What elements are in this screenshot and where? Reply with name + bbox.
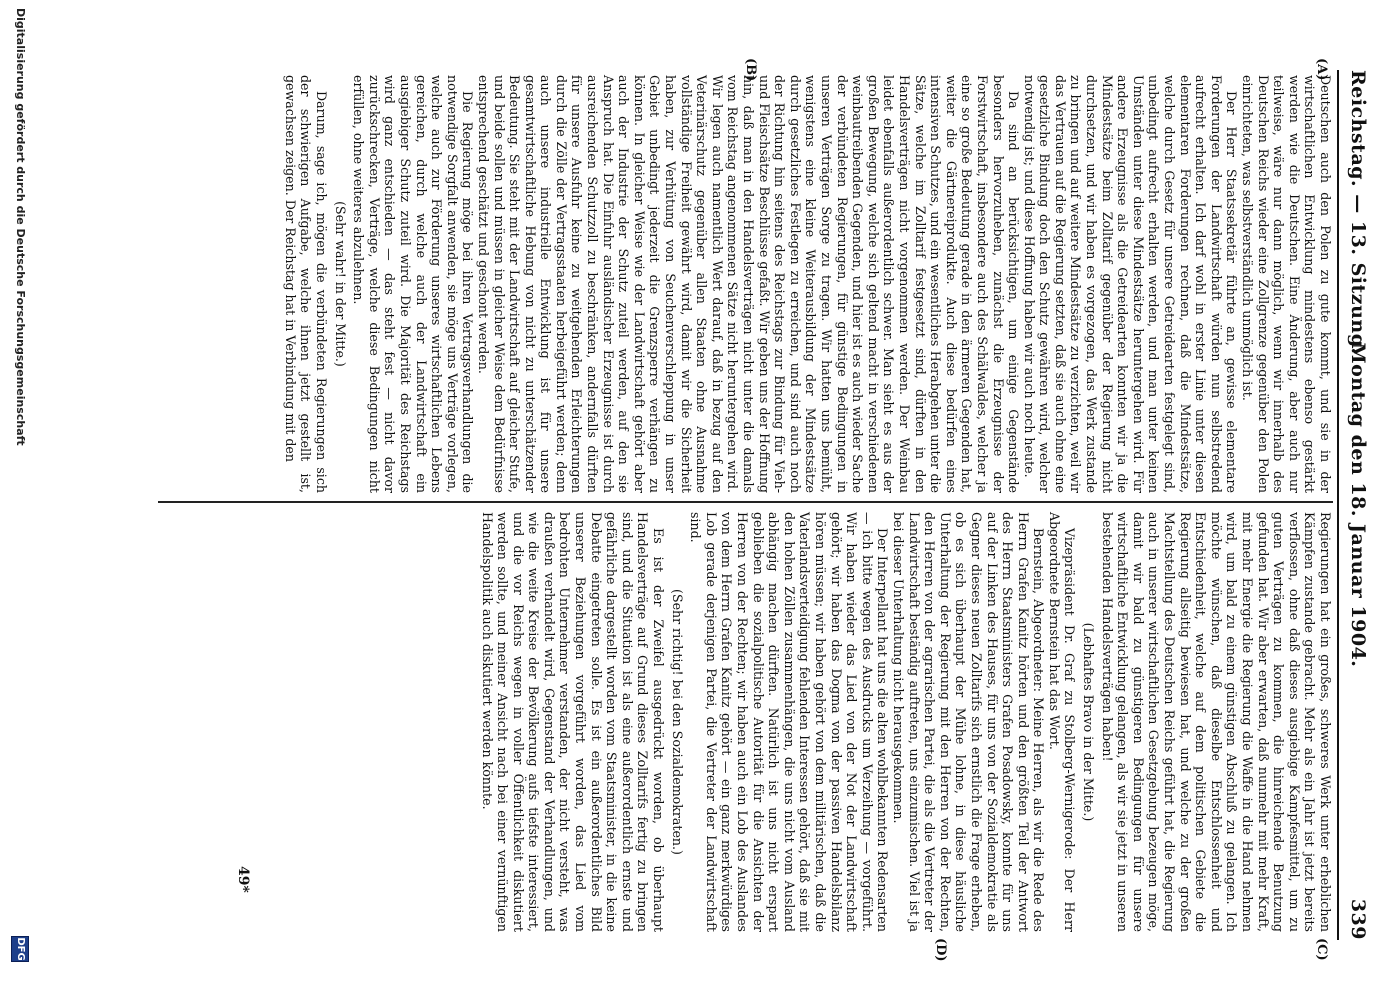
paragraph: Der Herr Staatssekretär führte an, gewisse elementare Forderungen der Landwirtschaft würden nun selbstredend aufrecht erhalten. Ich darf wohl in erster Linie unter diesen elementaren Forderungen rechnen, daß die Mindestsätze, welche durch Gesetz für unsere Getreidearten festgelegt sind, unbedingt aufrecht erhalten werden, und man unter keinen Umständen unter diese Mindestsätze heruntergehen wird. Für andere Erzeugnisse als die Getreidearten konnten wir ja die Mindestsätze beim Zolltarif gegenüber der Regierung nicht durchsetzen, und wir haben es vorgezogen, das Werk zustande zu bringen und auf weitere Mindestsätze zu verzichten, weil wir das Vertrauen auf die Regierung setzten, daß sie auch ohne eine gesetzliche Bindung doch den Schutz gewähren wird, welcher notwendig ist; und diese Hoffnung haben wir auch noch heute. (1021, 75, 1240, 493)
speaker-paragraph: Vizepräsident Dr. Graf zu Stolberg-Wernigerode: Der Herr Abgeordnete Bernstein hat das Wort. (1046, 512, 1078, 932)
header-date: Montag den 18. Januar 1904. (1347, 342, 1369, 668)
margin-marker-c: (C) (1314, 938, 1329, 961)
paragraph: Darum, sage ich, mögen die verbündeten Regierungen sich der schwierigen Aufgabe, welche ihnen jetzt gestellt ist, gewachsen zeigen. Der Reichstag hat in Verbindung mit den (282, 75, 329, 493)
margin-marker-b: (B) (743, 58, 758, 82)
paragraph: Da sind an berücksichtigen, um einige Gegenstände besonders hervorzuheben, zunächst die Erzeugnisse der Forstwirtschaft, insbesondere auch des Schälwaldes, welcher ja eine so große Bedeutung gerade in den ärmeren Gegenden hat, weiter die Gärtnereiprodukte. Auch diese bedürfen eines intensiven Schutzes, und ein wesentliches Herabgehen unter die Sätze, welche im Zolltarif festgesetzt sind, dürften in den Handelsverträgen nicht vorgenommen werden. Der Weinbau leidet ebenfalls außerordentlich schwer. Man sieht es aus der großen Bewegung, welche sich geltend macht in verschiedenen weinbautreibenden Gegenden, und hier ist es auch wieder Sache der verbündeten Regierungen, für günstige Bedingungen in unseren Verträgen Sorge zu tragen. Wir hatten uns bemüht, wenigstens eine kleine Weiterausbildung der Mindestsätze durch gesetzliches Festlegen zu erreichen, und sind auch noch der Richtung hin seitens des Reichstags zur Bindung für Vieh- und Fleischsätze Beschlüsse gefaßt. Wir geben uns der Hoffnung hin, daß man in den Handelsverträgen nicht unter die damals vom Reichstag angenommenen Sätze nicht heruntergehen wird. Wir legen auch namentlich Wert darauf, daß in bezug auf den Veterinärschutz gegenüber allen Staaten ohne Ausnahme vollständige Freiheit gewährt wird, damit wir die Sicherheit haben, zur Verhütung von Seuchenverschleppung in unser Gebiet unbedingt jederzeit die Grenzsperre verhängen zu können. In gleicher Weise wie der Landwirtschaft gehört aber auch der Industrie der Schutz zuteil werden, auf den sie Anspruch hat. Die Einfuhr ausländischer Erzeugnisse ist durch ausreichenden Schutzzoll zu beschränken, andernfalls dürften für unsere Ausfuhr keine zu weitgehenden Erleichterungen durch die Zölle der Vertragsstaaten herbeigeführt werden; denn auch unsere industrielle Entwicklung ist für unsere gesamtwirtschaftliche Hebung von nicht zu unterschätzender Bedeutung. Sie steht mit der Landwirtschaft auf gleicher Stufe, und beide sollen und müssen in gleicher Weise dem Bedürfnisse entsprechend geschätzt und geschont werden. (475, 75, 1022, 493)
page-header (1337, 70, 1375, 940)
column-divider (158, 501, 1333, 503)
header-session: Reichstag. — 13. Sitzung. (1347, 70, 1369, 355)
funding-credit: Digitalisierung gefördert durch die Deutsche Forschungsgemeinschaft (14, 8, 27, 446)
left-column (183, 75, 1333, 493)
margin-marker-d: (D) (933, 938, 948, 962)
header-page-number: 339 (1347, 898, 1369, 940)
paragraph: Die Regierung möge bei ihren Vertragsverhandlungen die notwendige Sorgfalt anwenden, sie möge uns Verträge vorlegen, welche auch zur Förderung unseres wirtschaftlichen Lebens gereichen, durch welche auch der Landwirtschaft ein ausgiebiger Schutz zuteil wird. Die Majorität des Reichstags wird ganz entschieden — das steht fest — nicht davor zurückschrecken, Verträge, welche diese Bedingungen nicht erfüllen, ohne weiteres abzulehnen. (351, 75, 476, 493)
interjection: (Sehr wahr! in der Mitte.) (332, 201, 348, 367)
interjection: (Lebhaftes Bravo in der Mitte.) (1081, 622, 1097, 822)
dfg-logo: DFG (11, 936, 29, 962)
digitization-footer (9, 0, 31, 1000)
paragraph: Deutschen auch den Polen zu gute kommt, und sie in der wirtschaftlichen Entwicklung mindestens ebenso gestärkt werden wie die Deutschen. Eine Änderung, aber auch nur teilweise, wäre nur dann möglich, wenn wir innerhalb des Deutschen Reichs wieder eine Zollgrenze gegenüber den Polen einrichteten, was selbstverständlich unmöglich ist. (1240, 75, 1333, 493)
margin-marker-a: (A) (1314, 58, 1329, 81)
header-divider (1337, 70, 1339, 940)
signature-mark: 49* (235, 866, 251, 893)
paragraph: Regierungen hat ein großes, schweres Werk unter erheblichen Kämpfen zustande gebracht. Mehr als ein Jahr ist jetzt bereits verflossen, ohne daß dieses ausgiebige Kampfesmittel, um zu guten Verträgen zu kommen, die hinreichende Benutzung gefunden hat. Wir aber erwarten, daß nunmehr mit mehr Kraft, mit mehr Energie die Regierung die Waffe in die Hand nehmen wird, um bald zu einem günstigen Abschluß zu gelangen. Ich möchte wünschen, daß dieselbe Entschlossenheit und Entschiedenheit, welche auf dem politischen Gebiete die Regierung allseitig bewiesen hat, und welche zu der großen Machtstellung des Deutschen Reichs geführt hat, die Regierung auch in unserer wirtschaftlichen Gesetzgebung bezeugen möge, damit wir bald zu günstigeren Bedingungen für unsere wirtschaftliche Entwicklung gelangen, als wir sie jetzt in unseren bestehenden Handelsverträgen haben! (1099, 512, 1333, 932)
speaker-paragraph: Bernstein, Abgeordneter: Meine Herren, als wir die Rede des Herrn Grafen Kanitz hörten und den größten Teil der Antwort des Herrn Staatsministers Grafen Posadowsky, konnte für uns auf der Linken des Hauses, für uns von der Sozialdemokratie als Gegner dieses neuen Zolltarifs sich ernstlich die Frage erheben, ob es sich überhaupt der Mühe lohne, in diese häusliche Unterhaltung der Regierung mit den Herren von der Rechten, den Herren von der agrarischen Partei, die als die Vertreter der Landwirtschaft beständig auftreten, uns einzumischen. Viel ist ja bei dieser Unterhaltung nicht herausgekommen. (890, 512, 1047, 932)
right-column (479, 512, 1333, 932)
interjection: (Sehr richtig! bei den Sozialdemokraten.) (669, 589, 685, 855)
paragraph: Es ist der Zweifel ausgedrückt worden, ob überhaupt Handelsverträge auf Grund dieses Zolltarifs fertig zu bringen sind, und die Situation ist als eine außerordentlich ernste und gefährliche dargestellt worden vom Staatsminister, in die keine Debatte eingetreten solle. Es ist ein außerordentliches Bild unserer Beziehungen vorgeführt worden, das Lied vom bedrohten Unternehmer verstanden, der nicht versteht, was draußen verhandelt wird, Gegenstand der Verhandlungen, und wie die weite Kreise der Bevölkerung aufs tiefste interessiert, und die vor Reichs wegen in voller Öffentlichkeit diskutiert werden sollte, und meiner Ansicht nach bei einer vernünftigen Handelspolitik auch diskutiert werden könnte. (479, 512, 667, 932)
paragraph: Der Interpellant hat uns die alten wohlbekannten Redensarten — ich bitte wegen des Ausdrucks um Verzeihung — vorgeführt. Wir haben wieder das Lied von der Not der Landwirtschaft gehört; wir haben das Dogma von der passiven Handelsbilanz hören müssen; wir haben gehört von dem militärischen, daß die Vaterlandsverteidigung fehlenden Interessen gehört, daß sie mit den hohen Zöllen zusammenhängen, die uns nicht vom Ausland abhängig machen dürften. Natürlich ist uns nicht erspart geblieben die sozialpolitische Autorität für die Ansichten der Herren von der Rechten; wir haben auch ein Lob des Auslandes von dem Herrn Grafen Kanitz gehört — ein ganz merkwürdiges Lob gerade derjenigen Partei, die Vertreter der Landwirtschaft sind. (688, 512, 891, 932)
